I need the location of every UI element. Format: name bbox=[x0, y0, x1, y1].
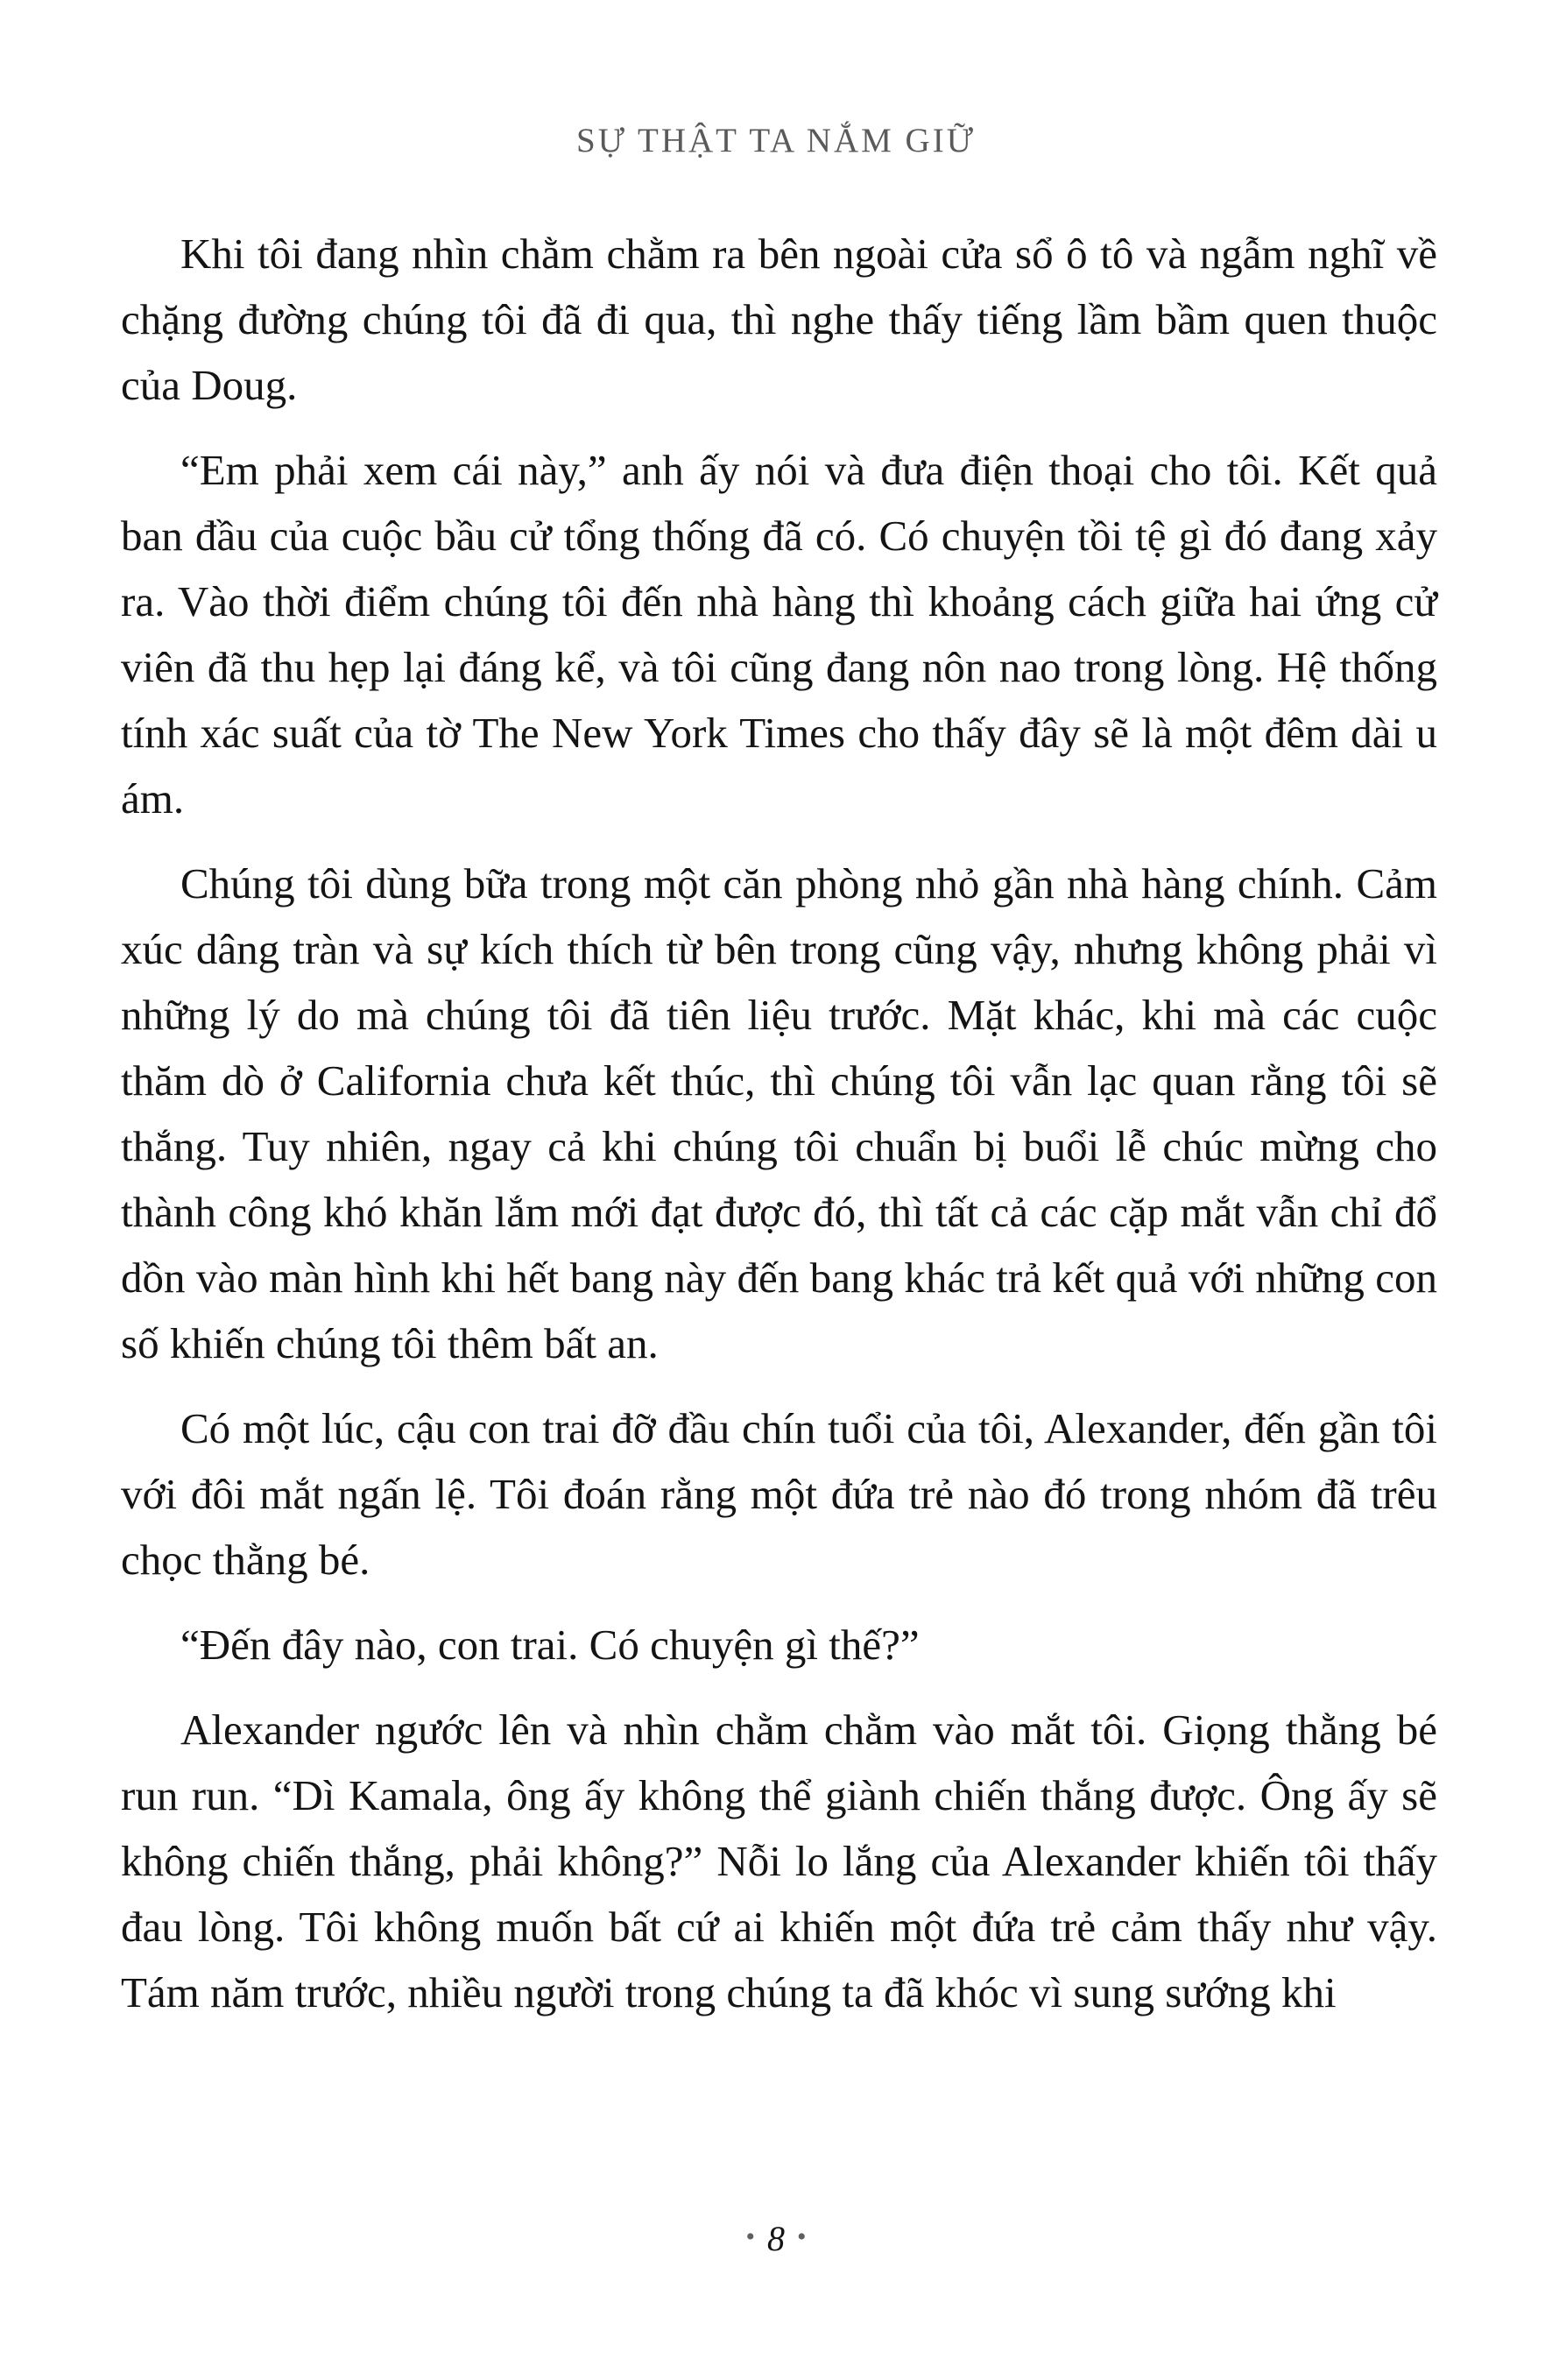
folio-right-dot: • bbox=[797, 2222, 807, 2251]
running-header: SỰ THẬT TA NẮM GIỮ bbox=[576, 122, 976, 159]
page-footer bbox=[0, 2218, 1552, 2259]
paragraph: Khi tôi đang nhìn chằm chằm ra bên ngoài cửa sổ ô tô và ngẫm nghĩ về chặng đường chúng tôi đã đi qua, thì nghe thấy tiếng lầm bầm quen thuộc của Doug. bbox=[121, 230, 1437, 409]
page-body bbox=[121, 221, 1437, 2025]
paragraph: Có một lúc, cậu con trai đỡ đầu chín tuổi của tôi, Alexander, đến gần tôi với đôi mắt ngấn lệ. Tôi đoán rằng một đứa trẻ nào đó trong nhóm đã trêu chọc thằng bé. bbox=[121, 1404, 1437, 1584]
paragraph: Chúng tôi dùng bữa trong một căn phòng nhỏ gần nhà hàng chính. Cảm xúc dâng tràn và sự kích thích từ bên trong cũng vậy, nhưng không phải vì những lý do mà chúng tôi đã tiên liệu trước. Mặt khác, khi mà các cuộc thăm dò ở California chưa kết thúc, thì chúng tôi vẫn lạc quan rằng tôi sẽ thắng. Tuy nhiên, ngay cả khi chúng tôi chuẩn bị buổi lễ chúc mừng cho thành công khó khăn lắm mới đạt được đó, thì tất cả các cặp mắt vẫn chỉ đổ dồn vào màn hình khi hết bang này đến bang khác trả kết quả với những con số khiến chúng tôi thêm bất an. bbox=[121, 859, 1437, 1367]
paragraph: Alexander ngước lên và nhìn chằm chằm vào mắt tôi. Giọng thằng bé run run. “Dì Kamala, ông ấy không thể giành chiến thắng được. Ông ấy sẽ không chiến thắng, phải không?” Nỗi lo lắng của Alexander khiến tôi thấy đau lòng. Tôi không muốn bất cứ ai khiến một đứa trẻ cảm thấy như vậy. Tám năm trước, nhiều người trong chúng ta đã khóc vì sung sướng khi bbox=[121, 1706, 1437, 2016]
paragraph: “Đến đây nào, con trai. Có chuyện gì thế?” bbox=[180, 1621, 920, 1669]
paragraph: “Em phải xem cái này,” anh ấy nói và đưa điện thoại cho tôi. Kết quả ban đầu của cuộc bầu cử tổng thống đã có. Có chuyện tồi tệ gì đó đang xảy ra. Vào thời điểm chúng tôi đến nhà hàng thì khoảng cách giữa hai ứng cử viên đã thu hẹp lại đáng kể, và tôi cũng đang nôn nao trong lòng. Hệ thống tính xác suất của tờ The New York Times cho thấy đây sẽ là một đêm dài u ám. bbox=[121, 446, 1437, 823]
folio-left-dot: • bbox=[745, 2222, 755, 2251]
page-number: 8 bbox=[767, 2219, 785, 2258]
